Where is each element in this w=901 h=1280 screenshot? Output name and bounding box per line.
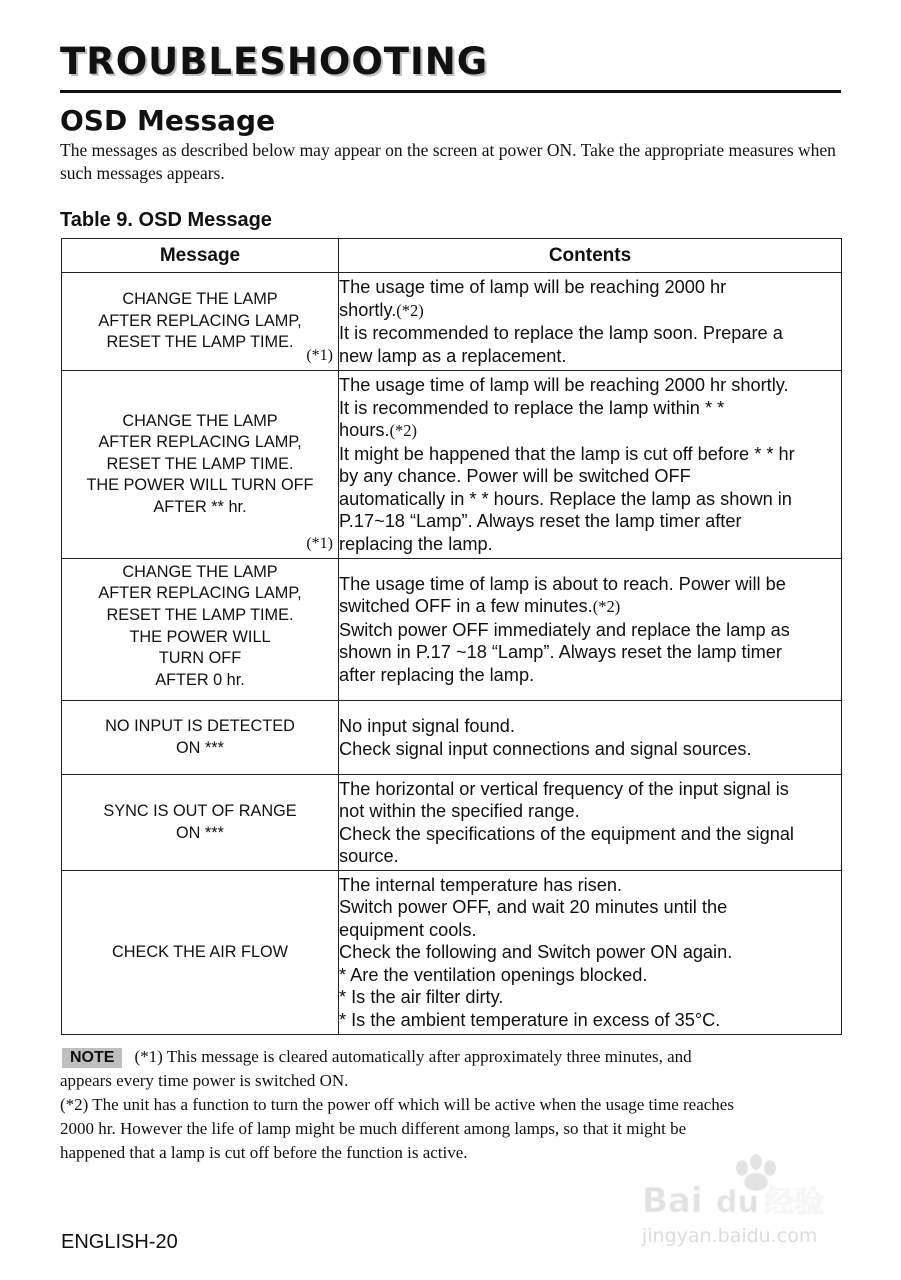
contents-text: switched OFF in a few minutes. bbox=[339, 596, 593, 617]
note-block bbox=[60, 1045, 850, 1165]
footnote-ref: (*2) bbox=[396, 300, 424, 320]
contents-line bbox=[339, 919, 841, 942]
osd-message-cell bbox=[62, 273, 339, 371]
contents-text: Check signal input connections and signal sources. bbox=[339, 738, 752, 759]
contents-text: * Is the ambient temperature in excess of 35°C. bbox=[339, 1009, 721, 1030]
intro-paragraph: The messages as described below may appear on the screen at power ON. Take the appropriate measures when such messages appears. bbox=[60, 140, 836, 183]
contents-line bbox=[339, 397, 841, 420]
osd-message-line: AFTER REPLACING LAMP, bbox=[98, 433, 302, 452]
contents-text: replacing the lamp. bbox=[339, 533, 493, 554]
contents-line bbox=[339, 715, 841, 738]
contents-line bbox=[339, 896, 841, 919]
osd-message-line: SYNC IS OUT OF RANGE bbox=[103, 801, 297, 820]
note-line: happened that a lamp is cut off before the function is active. bbox=[60, 1143, 468, 1162]
table-row bbox=[62, 559, 842, 701]
osd-message-line: AFTER ** hr. bbox=[153, 497, 247, 516]
contents-text: No input signal found. bbox=[339, 716, 515, 736]
watermark-brand: Bai bbox=[642, 1181, 703, 1221]
contents-line bbox=[339, 619, 841, 642]
page-number: ENGLISH-20 bbox=[61, 1231, 178, 1253]
osd-message-line: AFTER REPLACING LAMP, bbox=[98, 311, 302, 330]
osd-message-line: THE POWER WILL TURN OFF bbox=[86, 476, 314, 495]
contents-line bbox=[339, 533, 841, 556]
contents-text: The usage time of lamp is about to reach. Power will be bbox=[339, 573, 786, 594]
table-row bbox=[62, 775, 842, 871]
watermark-cn: 经验 bbox=[764, 1185, 824, 1220]
note-line: (*2) The unit has a function to turn the power off which will be active when the usage time reaches bbox=[60, 1095, 734, 1114]
osd-message-cell bbox=[62, 701, 339, 775]
contents-line bbox=[339, 322, 841, 345]
contents-line bbox=[339, 345, 841, 368]
table-row bbox=[62, 871, 842, 1035]
contents-line bbox=[339, 299, 841, 323]
contents-line bbox=[339, 641, 841, 664]
contents-text: Check the following and Switch power ON again. bbox=[339, 942, 733, 963]
osd-message-table bbox=[61, 238, 842, 1035]
osd-contents-cell bbox=[339, 273, 842, 371]
osd-message-line: AFTER 0 hr. bbox=[155, 670, 245, 689]
contents-line bbox=[339, 964, 841, 987]
contents-line bbox=[339, 986, 841, 1009]
contents-line bbox=[339, 845, 841, 868]
osd-message-cell bbox=[62, 775, 339, 871]
contents-line bbox=[339, 778, 841, 801]
contents-text: Switch power OFF, and wait 20 minutes until the bbox=[339, 897, 728, 918]
baidu-jingyan-watermark bbox=[640, 1150, 850, 1250]
table-row bbox=[62, 701, 842, 775]
contents-text: new lamp as a replacement. bbox=[339, 345, 567, 366]
osd-message-line: CHANGE THE LAMP bbox=[122, 411, 278, 430]
contents-text: The usage time of lamp will be reaching 2000 hr shortly. bbox=[339, 375, 789, 395]
column-header-contents: Contents bbox=[339, 239, 842, 273]
contents-line bbox=[339, 738, 841, 761]
contents-text: The internal temperature has risen. bbox=[339, 874, 623, 895]
osd-message-line: THE POWER WILL bbox=[129, 627, 271, 646]
contents-text: by any chance. Power will be switched OFF bbox=[339, 466, 691, 486]
contents-line bbox=[339, 374, 841, 397]
footnote-ref: (*2) bbox=[592, 597, 621, 617]
table-header-row bbox=[62, 239, 842, 273]
osd-contents-cell bbox=[339, 871, 842, 1035]
contents-line bbox=[339, 823, 841, 846]
contents-text: shown in P.17 ~18 “Lamp”. Always reset the lamp timer bbox=[339, 642, 782, 663]
osd-message-line: RESET THE LAMP TIME. bbox=[106, 454, 294, 473]
osd-message-cell bbox=[62, 559, 339, 701]
contents-line bbox=[339, 1009, 841, 1032]
watermark-brand-du: du bbox=[716, 1185, 759, 1220]
contents-text: not within the specified range. bbox=[339, 801, 580, 821]
note-line: (*1) This message is cleared automatically after approximately three minutes, and bbox=[134, 1047, 692, 1066]
contents-text: The horizontal or vertical frequency of the input signal is bbox=[339, 778, 789, 799]
osd-message-line: AFTER REPLACING LAMP, bbox=[98, 584, 302, 603]
osd-message-line: TURN OFF bbox=[158, 649, 242, 668]
contents-text: Switch power OFF immediately and replace the lamp as bbox=[339, 619, 790, 640]
contents-line bbox=[339, 465, 841, 488]
contents-text: The usage time of lamp will be reaching 2000 hr bbox=[339, 277, 727, 297]
contents-text: hours. bbox=[339, 420, 390, 440]
osd-message-line: CHANGE THE LAMP bbox=[122, 562, 278, 581]
osd-contents-cell bbox=[339, 701, 842, 775]
table-caption: Table 9. OSD Message bbox=[60, 209, 272, 231]
osd-message-cell bbox=[62, 371, 339, 559]
contents-text: source. bbox=[339, 846, 399, 866]
contents-text: after replacing the lamp. bbox=[339, 664, 535, 685]
osd-message-line: RESET THE LAMP TIME. bbox=[106, 605, 294, 624]
contents-line bbox=[339, 595, 841, 619]
footnote-marker: (*1) bbox=[306, 347, 333, 364]
contents-text: * Is the air filter dirty. bbox=[339, 987, 504, 1008]
osd-contents-cell bbox=[339, 371, 842, 559]
note-badge: NOTE bbox=[62, 1048, 122, 1068]
contents-line bbox=[339, 419, 841, 443]
osd-message-line: RESET THE LAMP TIME. bbox=[106, 333, 294, 352]
contents-line bbox=[339, 443, 841, 466]
contents-text: * Are the ventilation openings blocked. bbox=[339, 964, 648, 985]
osd-message-line: ON *** bbox=[176, 823, 224, 842]
page-title: TROUBLESHOOTING bbox=[60, 40, 489, 83]
contents-text: P.17~18 “Lamp”. Always reset the lamp timer after bbox=[339, 511, 742, 531]
osd-contents-cell bbox=[339, 559, 842, 701]
contents-line bbox=[339, 510, 841, 533]
title-rule bbox=[60, 90, 841, 93]
contents-line bbox=[339, 874, 841, 897]
contents-line bbox=[339, 488, 841, 511]
contents-line bbox=[339, 941, 841, 964]
contents-text: shortly. bbox=[339, 299, 397, 320]
contents-line bbox=[339, 276, 841, 299]
column-header-message: Message bbox=[62, 239, 339, 273]
footnote-marker: (*1) bbox=[306, 535, 333, 552]
table-row bbox=[62, 273, 842, 371]
contents-text: It might be happened that the lamp is cut off before * * hr bbox=[339, 443, 795, 464]
contents-text: equipment cools. bbox=[339, 919, 477, 940]
contents-line bbox=[339, 573, 841, 596]
note-line: appears every time power is switched ON. bbox=[60, 1071, 349, 1090]
contents-text: It is recommended to replace the lamp within * * bbox=[339, 397, 725, 418]
contents-text: automatically in * * hours. Replace the lamp as shown in bbox=[339, 488, 792, 509]
osd-contents-cell bbox=[339, 775, 842, 871]
osd-message-line: CHANGE THE LAMP bbox=[122, 290, 278, 309]
osd-message-line: NO INPUT IS DETECTED bbox=[105, 716, 295, 735]
contents-line bbox=[339, 664, 841, 687]
watermark-url: jingyan.baidu.com bbox=[642, 1225, 818, 1247]
section-title: OSD Message bbox=[60, 104, 276, 137]
footnote-ref: (*2) bbox=[389, 421, 418, 440]
contents-text: It is recommended to replace the lamp soon. Prepare a bbox=[339, 323, 783, 343]
contents-line bbox=[339, 800, 841, 823]
table-row bbox=[62, 371, 842, 559]
osd-message-line: ON *** bbox=[176, 738, 224, 757]
note-line: 2000 hr. However the life of lamp might be much different among lamps, so that it might be bbox=[60, 1119, 687, 1138]
contents-text: Check the specifications of the equipment and the signal bbox=[339, 823, 794, 844]
osd-message-cell bbox=[62, 871, 339, 1035]
osd-message-line: CHECK THE AIR FLOW bbox=[111, 942, 289, 961]
